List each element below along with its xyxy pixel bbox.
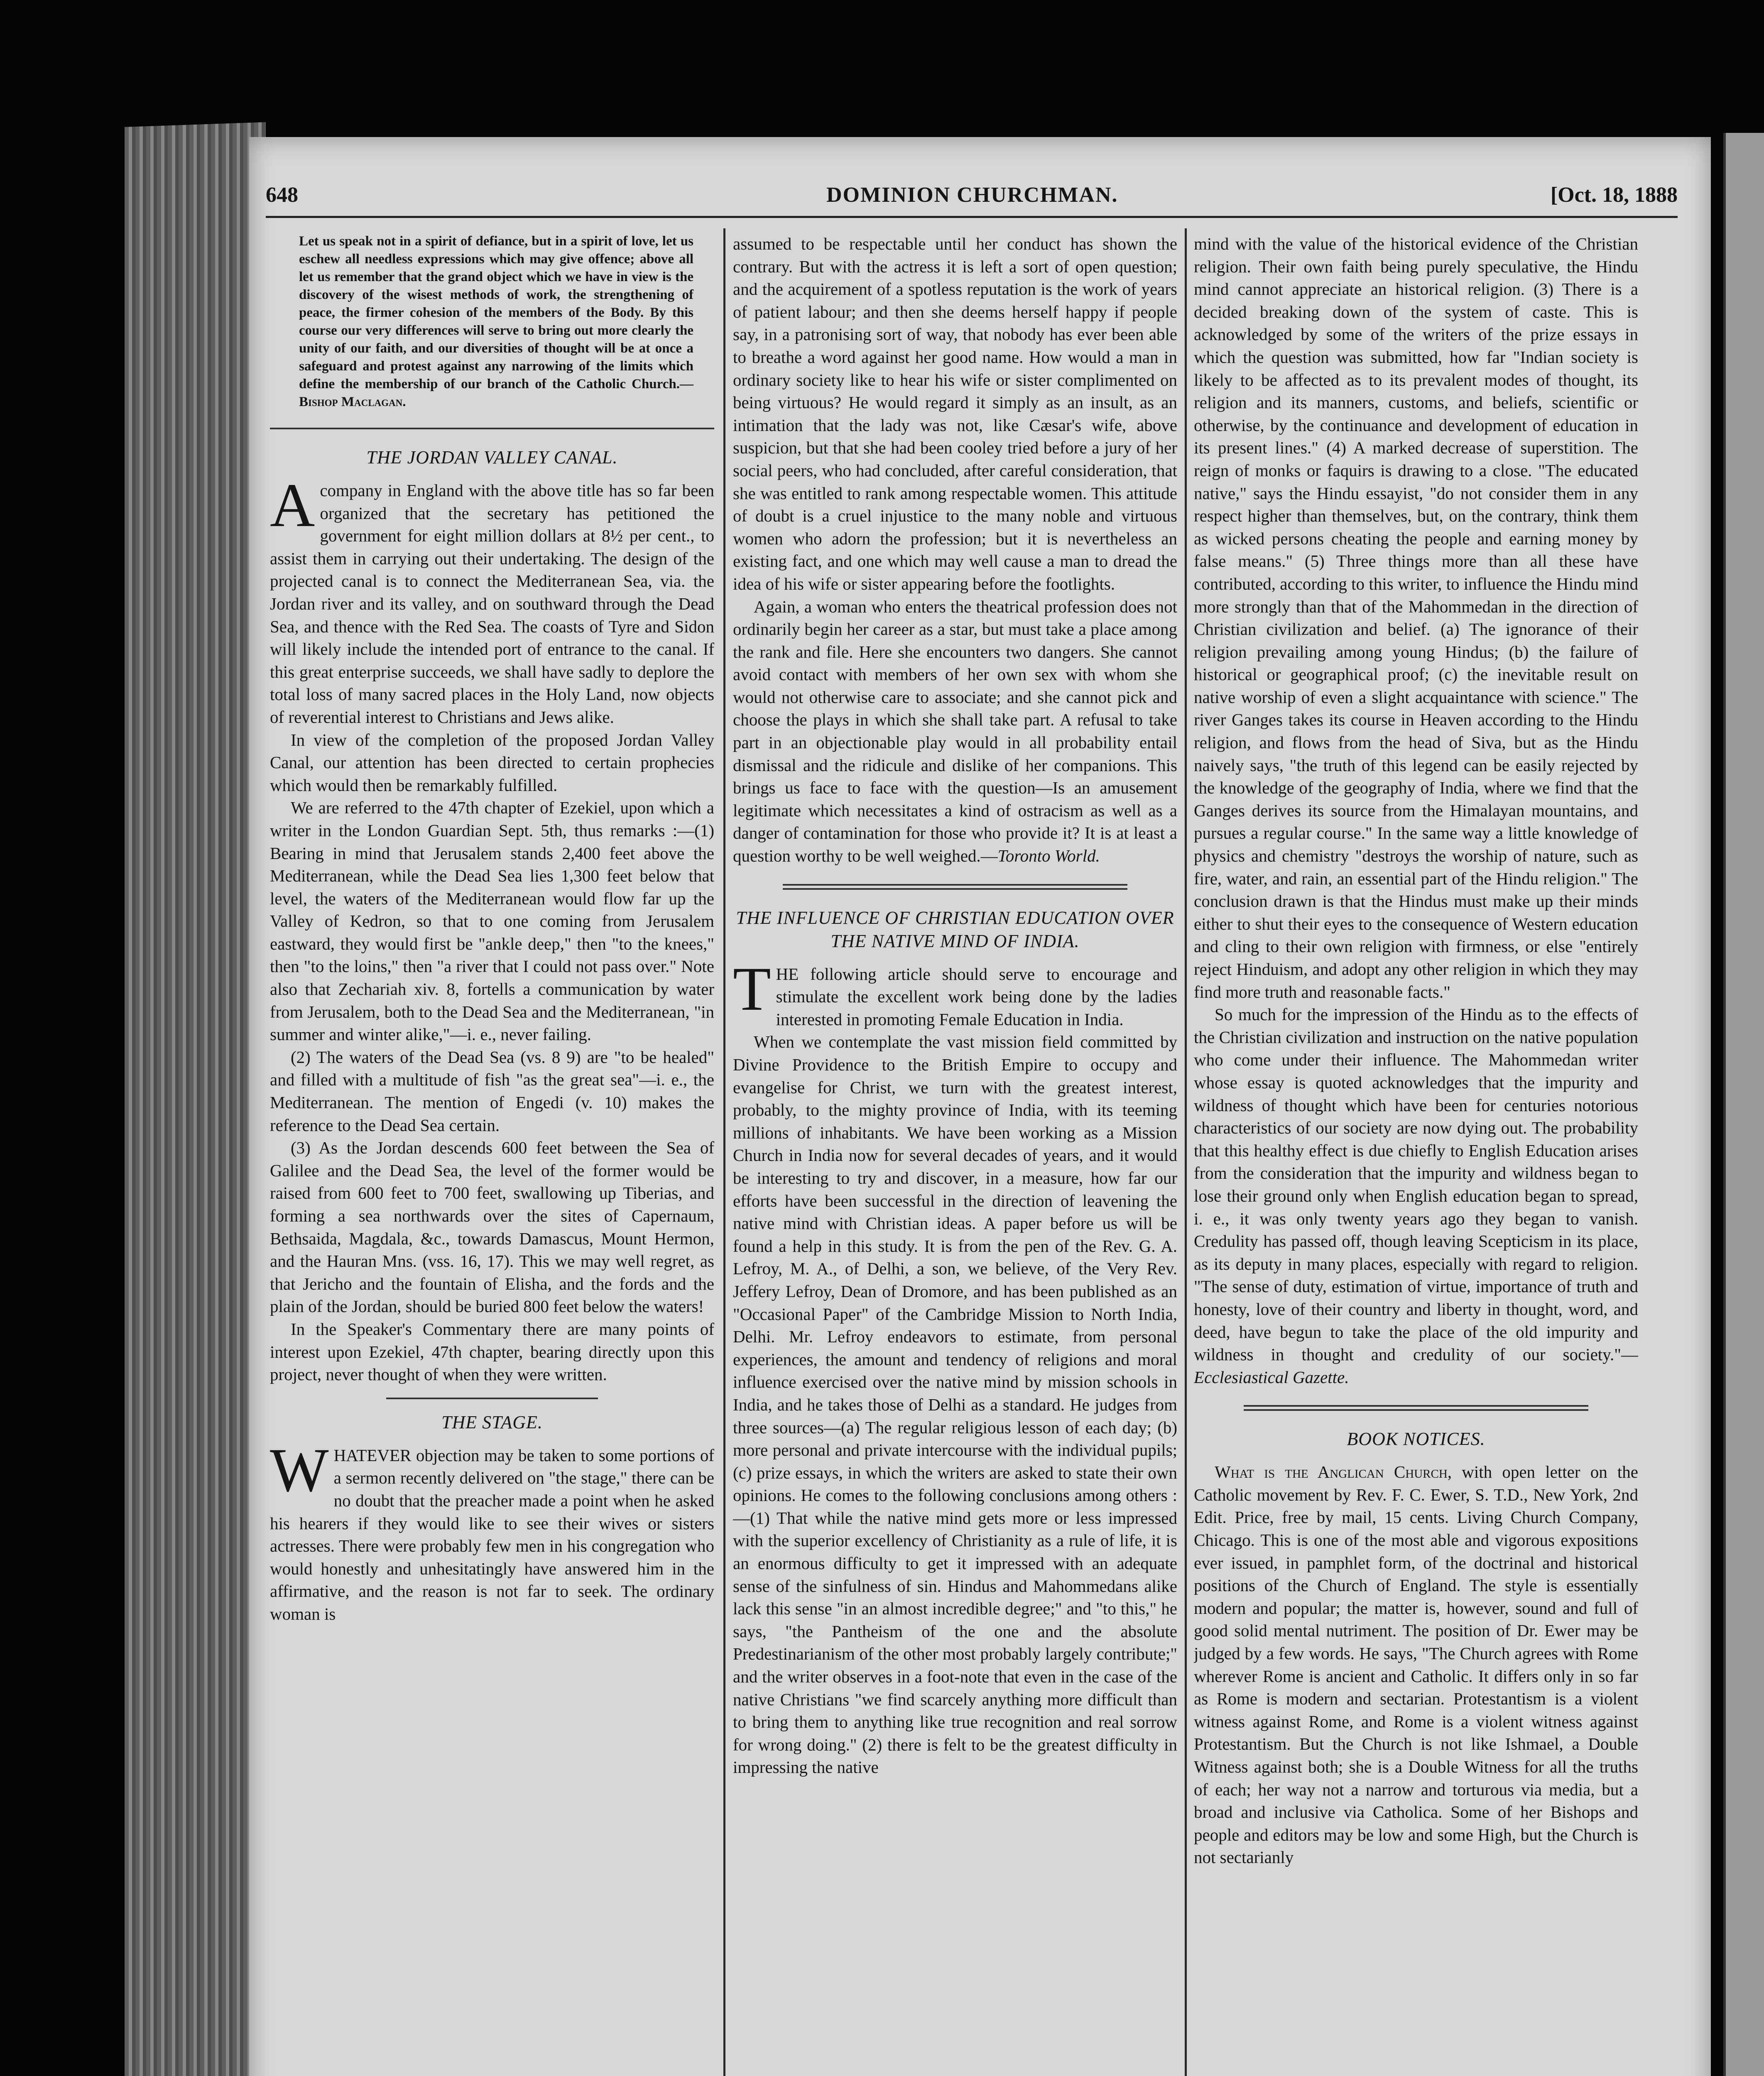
epigraph-text: Let us speak not in a spirit of defiance, but in a spirit of love, let us eschew all needless expressions which may give offence; above all let us remember that the grand object which we have in view is the discovery of the wisest methods of work, the strengthening of peace, the firmer cohesion of the members of the Body. By this course our very differences will serve to bring out more clearly the unity of our faith, and our diversities of thought will be at once a safeguard and protest against any narrowing of the limits which define the membership of our branch of the Catholic Church.— (299, 234, 693, 392)
article-source: Toronto World. (997, 846, 1100, 866)
article-paragraph: We are referred to the 47th chapter of Ezekiel, upon which a writer in the London Guardian Sept. 5th, thus remarks :—(1) Bearing in mind that Jerusalem stands 2,400 feet above the Mediterranean, while the Dead Sea lies 1,300 feet below that level, the waters of the Mediterranean would flow far up the Valley of Kedron, so that to one coming from Jerusalem eastward, they would first be "ankle deep," then "to the knees," then "to the loins," then "a river that I could not pass over." Note also that Zechariah xiv. 8, fortells a communication by water from Jerusalem, both to the Dead Sea and the Mediterranean, "in summer and winter alike,"—i. e., never failing. (270, 798, 714, 1044)
article-paragraph (733, 595, 1177, 867)
paragraph-text: HATEVER objection may be taken to some portions of a sermon recently delivered on "the stage," there can be no doubt that the preacher made a point when he asked his hearers if they would like to see their wives or sisters actresses. There were probably few men in his congregation who would honestly and unhesitatingly have answered him in the affirmative, and the reason is not far to seek. The ordinary woman is (270, 1445, 714, 1623)
newspaper-page (249, 137, 1711, 2076)
article-paragraph (270, 471, 714, 729)
article-paragraph: (2) The waters of the Dead Sea (vs. 8 9) are "to be healed" and filled with a multitude of fish "as the great sea"—i. e., the Mediterranean. The mention of Engedi (v. 10) makes the reference to the Dead Sea certain. (270, 1047, 714, 1135)
article-paragraph: (3) As the Jordan descends 600 feet between the Sea of Galilee and the Dead Sea, the level of the former would be raised from 600 feet to 700 feet, swallowing up Tiberias, and forming a sea northwards over the sites of Capernaum, Bethsaida, Magdala, &c., towards Damascus, Mount Hermon, and the Hauran Mns. (vss. 16, 17). This we may well regret, as that Jericho and the fountain of Elisha, and the fords and the plain of the Jordan, should be buried 800 feet below the waters! (270, 1138, 714, 1316)
article-heading-stage: THE STAGE. (441, 1412, 543, 1432)
article-paragraph: mind with the value of the historical evidence of the Christian religion. Their own faith being purely speculative, the Hindu mind cannot appreciate an historical religion. (3) There is a decided breaking down of the system of caste. This is acknowledged by some of the writers of the prize essays in which the question was submitted, how far "Indian society is likely to be affected as to its prevalent modes of thought, its religion and its manners, customs, and beliefs, scientific or otherwise, by the continuance and development of education in its present lines." (4) A marked decrease of superstition. The reign of monks or faquirs is drawing to a close. "The educated native," says the Hindu essayist, "do not consider them in any respect higher than themselves, but, on the contrary, think them as wicked persons cheating the people and earning money by false means." (5) Three things more than all these have contributed, according to this writer, to influence the Hindu mind more strongly than that of the Mahommedan in the direction of Christian civilization and belief. (a) The ignorance of their religion prevailing among young Hindus; (b) the failure of historical or geographical proof; (c) the inevitable result on native worship of even a slight acquaintance with science." The river Ganges takes its course in Heaven according to the Hindu religion, and flows from the head of Siva, but as the Hindu naively says, "the truth of this legend can be easily rejected by the knowledge of the geography of India, where we find that the Ganges derives its source from the Himalayan mountains, and pursues a regular course." In the same way a little knowledge of physics and chemistry "destroys the worship of nature, such as fire, water, and rain, an essential part of the Hindu religion." The conclusion drawn is that the Hindus must make up their minds either to shut their eyes to the consequence of Western education and cling to their own religion with firmness, or else "entirely reject Hinduism, and adopt any other religion in which they may find more truth and reasonable facts." (1194, 234, 1638, 1001)
section-divider (783, 884, 1127, 890)
section-divider (1244, 1405, 1588, 1411)
paragraph-text: HE following article should serve to encourage and stimulate the excellent work being done by the ladies interested in promoting Female Education in India. (776, 964, 1177, 1029)
column-2 (733, 233, 1177, 2076)
article-heading-jordan: THE JORDAN VALLEY CANAL. (366, 447, 618, 468)
article-source: Ecclesiastical Gazette. (1194, 1367, 1349, 1387)
section-divider (386, 1398, 598, 1399)
article-paragraph: assumed to be respectable until her conduct has shown the contrary. But with the actress it is left a sort of open question; and the acquirement of a spotless reputation is the work of years of patient labour; and then she deems herself happy if people say, in a patronising sort of way, that nobody has ever been able to breathe a word against her good name. How would a man in ordinary society like to hear his wife or sister complimented on being virtuous? He would regard it simply as an insult, as an intimation that the lady was not, like Cæsar's wife, above suspicion, but that she had been cooley tried before a jury of her social peers, who had concluded, after careful consideration, that she was entitled to rank among respectable women. This attitude of doubt is a cruel injustice to the many noble and virtuous women who adorn the profession; but it is nevertheless an existing fact, and one which may well cause a man to dread the idea of his wife or sister appearing before the footlights. (733, 234, 1177, 593)
drop-cap: T (733, 954, 771, 1023)
article-paragraph (733, 954, 1177, 1031)
page-header (266, 183, 1678, 218)
paragraph-text: Again, a woman who enters the theatrical profession does not ordinarily begin her career as a star, but must take a place among the rank and file. Here she encounters two dangers. She cannot avoid contact with members of her own sex with whom she would not otherwise care to associate; and she cannot pick and choose the plays in which she shall take part. A refusal to take part in an objectionable play would in all probability entail dismissal and the ridicule and dislike of her companions. This brings us face to face with the question—Is an amusement legitimate which necessitates a kind of ostracism as well as a danger of contamination for those who provide it? It is at least a question worthy to be well weighed.— (733, 597, 1177, 866)
book-title: What is the Anglican Church, (1215, 1462, 1452, 1482)
article-paragraph: When we contemplate the vast mission field committed by Divine Providence to the British Empire to occupy and evangelise for Christ, we turn with the greatest interest, probably, to the mighty province of India, with its teeming millions of inhabitants. We have been working as a Mission Church in India now for several decades of years, and it would be interesting to try and discover, in a measure, how far our efforts have been successful in the direction of leavening the native mind with Christian ideas. A paper before us will be found a help in this study. It is from the pen of the Rev. G. A. Lefroy, M. A., of Delhi, a son, we believe, of the Very Rev. Jeffery Lefroy, Dean of Dromore, and has been published as an "Occasional Paper" of the Cambridge Mission to North India, Delhi. Mr. Lefroy endeavors to estimate, from personal experiences, the amount and tendency of religions and moral influence exercised over the native mind by mission schools in India, and he takes those of Delhi as a standard. He judges from three sources—(a) The regular religious lesson of each day; (b) more personal and private intercourse with the individual pupils; (c) prize essays, in which the writers are asked to state their own opinions. He comes to the following conclusions among others :—(1) That while the native mind gets more or less impressed with the superior excellency of Christianity as a rule of life, it is an enormous difficulty to get it impressed with an adequate sense of the sinfulness of sin. Hindus and Mahommedans alike lack this sense "in an almost incredible degree;" and "to this," he says, "the Pantheism of the one and the absolute Predestinarianism of the other most probably largely contribute;" and the writer observes in a foot-note that even in the case of the native Christians "we find scarcely anything more difficult than to bring them to anything like true recognition and real sorrow for wrong doing." (2) there is felt to be the greatest difficulty in impressing the native (733, 1032, 1177, 1777)
epigraph-signature: Bishop Maclagan. (299, 394, 406, 409)
article-paragraph (1194, 1003, 1638, 1388)
issue-date: [Oct. 18, 1888 (1550, 183, 1678, 207)
article-heading-book-notices: BOOK NOTICES. (1347, 1429, 1485, 1449)
column-rule (723, 228, 725, 2076)
paragraph-text: company in England with the above title has so far been organized that the secretary has petitioned the government for eight million dollars at 8½ per cent., to assist them in carrying out their undertaking. The design of the projected canal is to connect the Mediterranean Sea, via. the Jordan river and its valley, and on southward through the Dead Sea, and thence with the Red Sea. The coasts of Tyre and Sidon will likely include the intended port of entrance to the canal. If this great enterprise succeeds, we shall have sadly to deplore the total loss of many sacred places in the Holy Land, now objects of reverential interest to Christians and Jews alike. (270, 481, 714, 727)
article-paragraph (270, 1435, 714, 1626)
column-3 (1194, 233, 1638, 2076)
book-page-edges (125, 122, 266, 2076)
article-paragraph (1194, 1461, 1638, 1869)
drop-cap: A (270, 471, 315, 540)
publication-title: DOMINION CHURCHMAN. (826, 183, 1118, 207)
article-paragraph: In view of the completion of the proposed Jordan Valley Canal, our attention has been directed to certain prophecies which would then be remarkably fulfilled. (270, 730, 714, 795)
column-rule (1185, 228, 1187, 2076)
paragraph-text: with open letter on the Catholic movement by Rev. F. C. Ewer, S. T.D., New York, 2nd Edit. Price, free by mail, 15 cents. Living Church Company, Chicago. This is one of the most able and vigorous expositions ever issued, in pamphlet form, of the doctrinal and historical positions of the Church of England. The style is essentially modern and popular; the matter is, however, sound and full of good solid mental nutriment. The position of Dr. Ewer may be judged by a few words. He says, "The Church agrees with Rome wherever Rome is ancient and Catholic. It differs only in so far as Rome is modern and sectarian. Protestantism is a violent witness against Rome, and Rome is a violent witness against Protestantism. But the Church is not like Ishmael, a Double Witness against both; she is a Double Witness for all the truths of each; her way not a narrow and torturous via media, but a broad and inclusive via Catholica. Some of her Bishops and people and editors may be low and some High, but the Church is not sectarianly (1194, 1462, 1638, 1867)
facing-page-edge (1723, 133, 1764, 2076)
page-number: 648 (266, 183, 298, 207)
column-1 (270, 233, 714, 2076)
epigraph (270, 233, 714, 429)
article-paragraph: In the Speaker's Commentary there are many points of interest upon Ezekiel, 47th chapter, bearing directly upon this project, never thought of when they were written. (270, 1319, 714, 1384)
drop-cap: W (270, 1435, 329, 1505)
paragraph-text: So much for the impression of the Hindu as to the effects of the Christian civilization and instruction on the native population who come under their influence. The Mahommedan writer whose essay is quoted acknowledges that the impurity and wildness of thought which have been for centuries notorious characteristics of our society are now dying out. The probability that this healthy effect is due chiefly to English Education arises from the consideration that the impurity and wildness began to lose their ground only when English education began to spread, i. e., it was only twenty years ago they began to vanish. Credulity has passed off, though leaving Scepticism in its place, as its deputy in many places, especially with regard to religion. "The sense of duty, estimation of virtue, importance of truth and honesty, love of their country and liberty in thought, word, and deed, have begun to take the place of the old impurity and wildness in thought and credulity of our society."— (1194, 1005, 1638, 1364)
article-heading-influence: THE INFLUENCE OF CHRISTIAN EDUCATION OVER THE NATIVE MIND OF INDIA. (736, 907, 1174, 951)
